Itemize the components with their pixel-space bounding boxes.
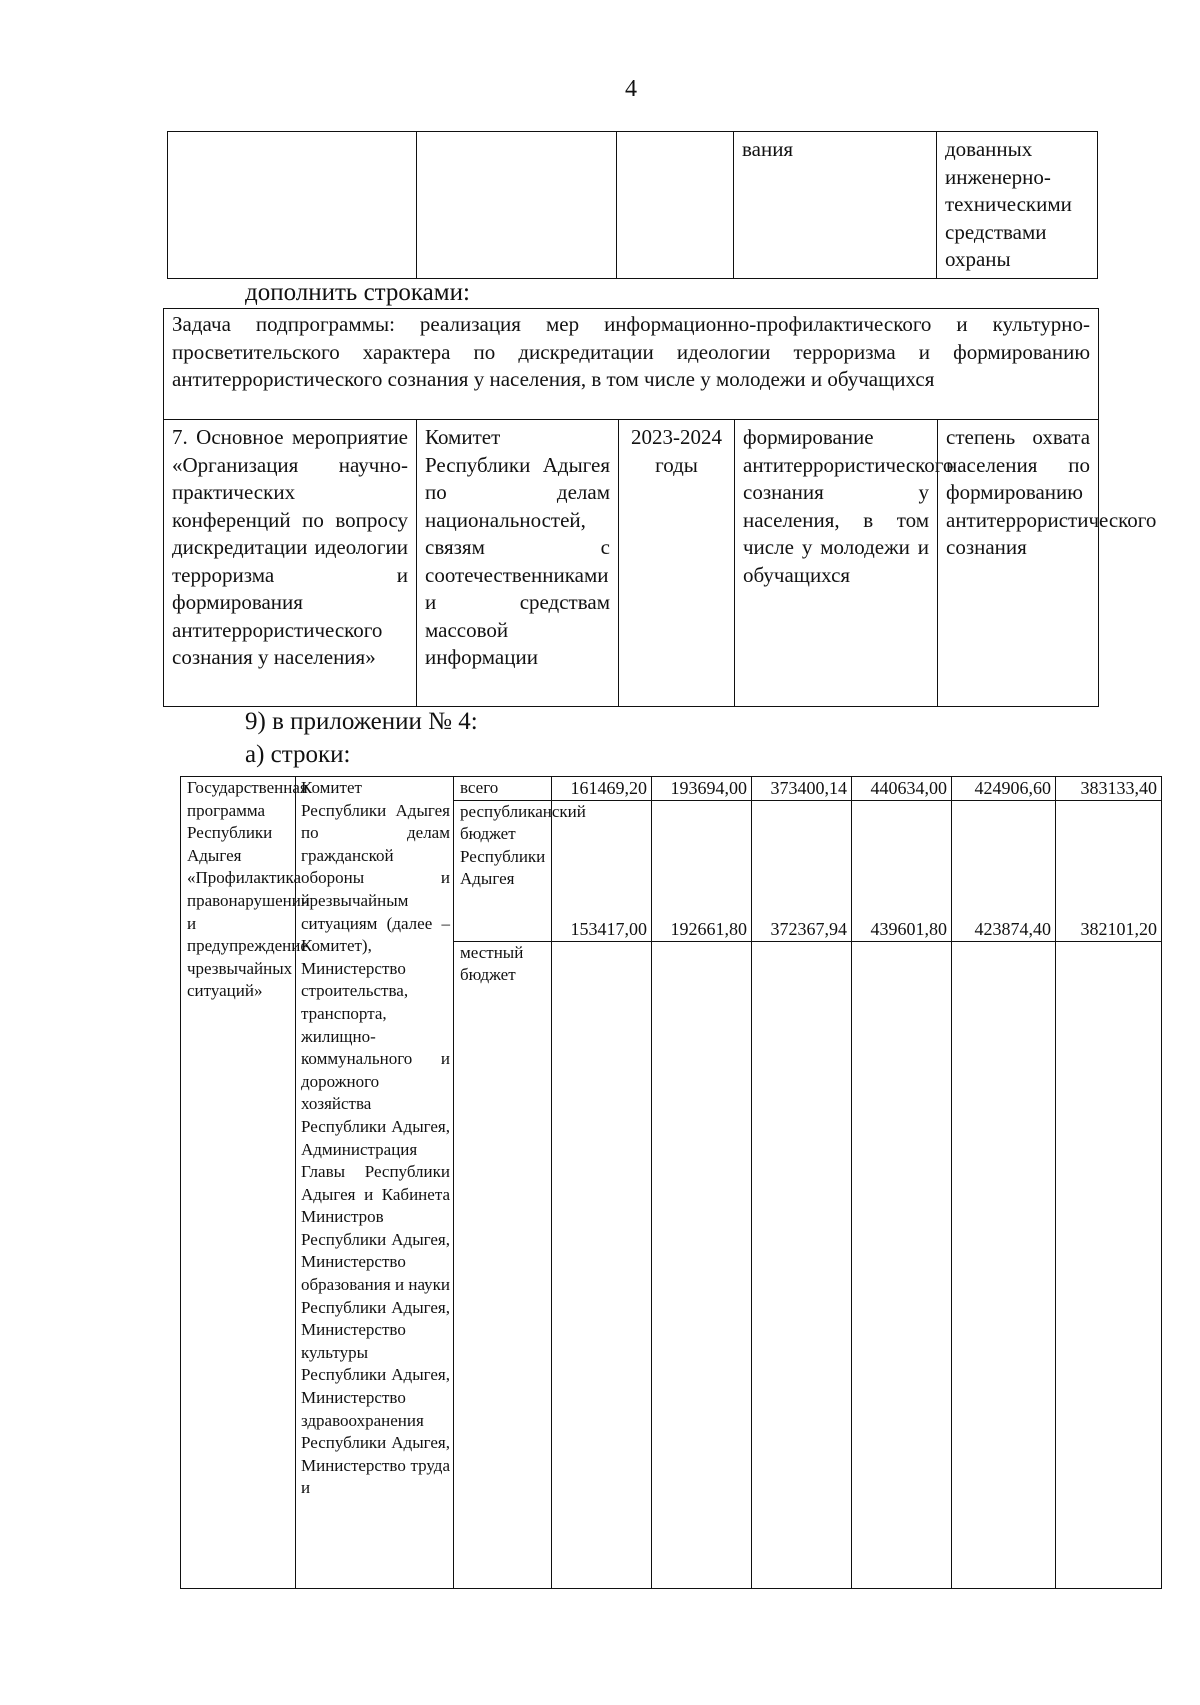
total-value-5: 424906,60 [952, 777, 1056, 801]
republic-value-5: 423874,40 [952, 800, 1056, 941]
total-value-6: 383133,40 [1056, 777, 1162, 801]
activity-cell: 7. Основное мероприятие «Организация научно-практических конференций по вопросу дискредитации идеологии терроризма и формирования антитеррористического сознания у населения» [164, 420, 417, 707]
republic-value-1: 153417,00 [552, 800, 652, 941]
section-9-heading: 9) в приложении № 4: [245, 708, 478, 735]
total-value-4: 440634,00 [852, 777, 952, 801]
fragment-cell-3 [617, 132, 734, 279]
executor-cell: Комитет Республики Адыгея по делам национальностей, связям с соотечественниками и средствам массовой информации [417, 420, 619, 707]
source-local-budget: местный бюджет [454, 941, 552, 1588]
period-cell: 2023-2024 годы [619, 420, 735, 707]
section-a-heading: а) строки: [245, 741, 351, 768]
previous-table-fragment [167, 131, 1098, 279]
local-value-5 [952, 941, 1056, 1588]
fragment-cell-5: дованных инженерно-техническими средствами охраны [937, 132, 1098, 279]
page-number: 4 [625, 76, 637, 102]
executors-cell: Комитет Республики Адыгея по делам гражданской обороны и чрезвычайным ситуациям (далее – Комитет), Министерство строительства, транспорта, жилищно-коммунального и дорожного хозяйства Республики Адыгея, Администрация Главы Республики Адыгея и Кабинета Министров Республики Адыгея, Министерство образования и науки Республики Адыгея, Министерство культуры Республики Адыгея, Министерство здравоохранения Республики Адыгея, Министерство труда и [296, 777, 454, 1589]
result-cell: формирование антитеррористического сознания у населения, в том числе у молодежи и обучащихся [735, 420, 938, 707]
total-value-1: 161469,20 [552, 777, 652, 801]
program-name-cell: Государственная программа Республики Адыгея «Профилактика правонарушений и предупреждение чрезвычайных ситуаций» [181, 777, 296, 1589]
local-value-2 [652, 941, 752, 1588]
add-rows-heading: дополнить строками: [245, 279, 470, 306]
republic-value-4: 439601,80 [852, 800, 952, 941]
local-value-4 [852, 941, 952, 1588]
added-rows-table [163, 308, 1157, 707]
fragment-cell-1 [168, 132, 417, 279]
republic-value-2: 192661,80 [652, 800, 752, 941]
total-value-2: 193694,00 [652, 777, 752, 801]
republic-value-3: 372367,94 [752, 800, 852, 941]
republic-value-6: 382101,20 [1056, 800, 1162, 941]
local-value-1 [552, 941, 652, 1588]
local-value-6 [1056, 941, 1162, 1588]
source-republic-budget: республиканский бюджет Республики Адыгея [454, 800, 552, 941]
fragment-cell-2 [417, 132, 617, 279]
indicator-cell: степень охвата населения по формированию антитеррористического сознания [938, 420, 1099, 707]
local-value-3 [752, 941, 852, 1588]
total-value-3: 373400,14 [752, 777, 852, 801]
fragment-cell-4: вания [734, 132, 937, 279]
task-row: Задача подпрограммы: реализация мер информационно-профилактического и культурно-просветительского характера по дискредитации идеологии терроризма и формированию антитеррористического сознания у населения, в том числе у молодежи и обучащихся [164, 309, 1099, 420]
source-total: всего [454, 777, 552, 801]
appendix-4-table [180, 776, 1162, 1589]
